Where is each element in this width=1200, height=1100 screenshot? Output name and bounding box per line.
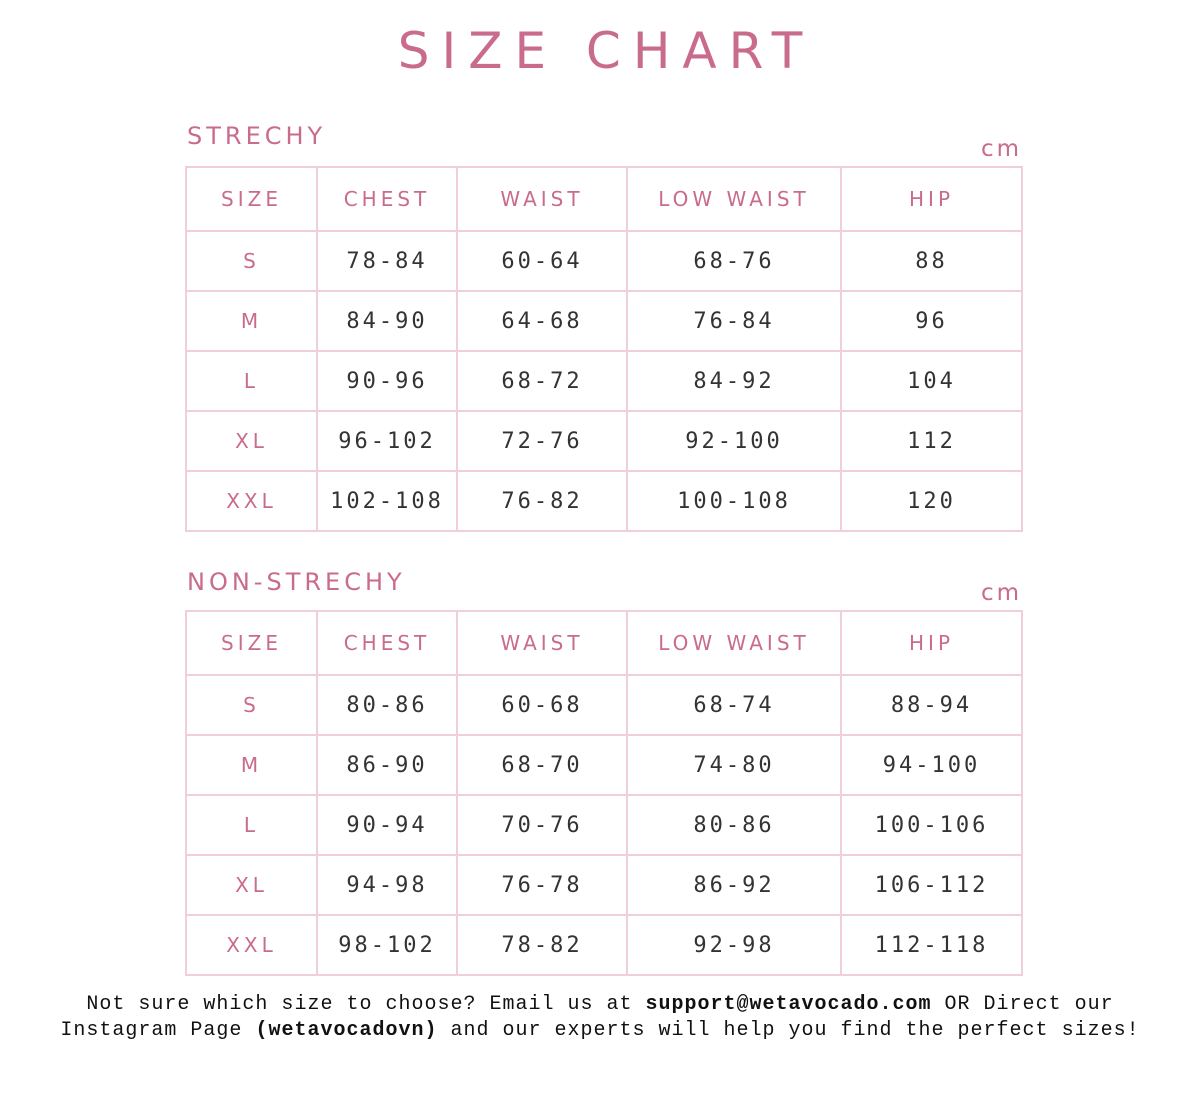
table-row	[186, 471, 1022, 531]
chest-cell: 80-86	[317, 675, 457, 735]
waist-cell: 76-82	[457, 471, 627, 531]
table-row	[186, 411, 1022, 471]
size-cell: XL	[186, 855, 317, 915]
support-email-link[interactable]: support@wetavocado.com	[645, 993, 932, 1016]
table-row	[186, 735, 1022, 795]
column-header-waist: WAIST	[457, 167, 627, 231]
waist-cell: 60-68	[457, 675, 627, 735]
column-header-hip: HIP	[841, 611, 1022, 675]
low-waist-cell: 68-76	[627, 231, 841, 291]
section-label-strechy: STRECHY	[187, 122, 327, 150]
table-header-row	[186, 167, 1022, 231]
chest-cell: 102-108	[317, 471, 457, 531]
low-waist-cell: 86-92	[627, 855, 841, 915]
waist-cell: 78-82	[457, 915, 627, 975]
waist-cell: 70-76	[457, 795, 627, 855]
chest-cell: 78-84	[317, 231, 457, 291]
table-row	[186, 855, 1022, 915]
size-cell: L	[186, 351, 317, 411]
hip-cell: 94-100	[841, 735, 1022, 795]
column-header-hip: HIP	[841, 167, 1022, 231]
hip-cell: 104	[841, 351, 1022, 411]
size-cell: M	[186, 291, 317, 351]
chest-cell: 90-94	[317, 795, 457, 855]
low-waist-cell: 92-98	[627, 915, 841, 975]
table-row	[186, 351, 1022, 411]
table-row	[186, 915, 1022, 975]
low-waist-cell: 84-92	[627, 351, 841, 411]
hip-cell: 100-106	[841, 795, 1022, 855]
low-waist-cell: 92-100	[627, 411, 841, 471]
low-waist-cell: 80-86	[627, 795, 841, 855]
chest-cell: 84-90	[317, 291, 457, 351]
waist-cell: 76-78	[457, 855, 627, 915]
size-cell: XXL	[186, 915, 317, 975]
table-row	[186, 231, 1022, 291]
column-header-low-waist: LOW WAIST	[627, 611, 841, 675]
size-cell: S	[186, 231, 317, 291]
hip-cell: 88-94	[841, 675, 1022, 735]
footer-text-part2: OR Direct our Instagram Page	[60, 993, 1114, 1042]
hip-cell: 88	[841, 231, 1022, 291]
column-header-chest: CHEST	[317, 611, 457, 675]
hip-cell: 96	[841, 291, 1022, 351]
waist-cell: 72-76	[457, 411, 627, 471]
chest-cell: 90-96	[317, 351, 457, 411]
footer-help-text	[40, 992, 1160, 1044]
size-cell: M	[186, 735, 317, 795]
column-header-size: SIZE	[186, 611, 317, 675]
size-table-non-strechy	[185, 610, 1023, 976]
low-waist-cell: 68-74	[627, 675, 841, 735]
unit-label-strechy: cm	[980, 136, 1022, 162]
waist-cell: 68-70	[457, 735, 627, 795]
size-cell: XXL	[186, 471, 317, 531]
page-title: SIZE CHART	[397, 22, 815, 80]
waist-cell: 60-64	[457, 231, 627, 291]
instagram-handle-link[interactable]: (wetavocadovn)	[255, 1019, 438, 1042]
table-row	[186, 675, 1022, 735]
table-row	[186, 291, 1022, 351]
column-header-waist: WAIST	[457, 611, 627, 675]
size-table-strechy	[185, 166, 1023, 532]
hip-cell: 112	[841, 411, 1022, 471]
footer-text-part1: Not sure which size to choose? Email us at	[86, 993, 646, 1016]
table-row	[186, 795, 1022, 855]
waist-cell: 68-72	[457, 351, 627, 411]
table-header-row	[186, 611, 1022, 675]
size-cell: S	[186, 675, 317, 735]
column-header-low-waist: LOW WAIST	[627, 167, 841, 231]
footer-text-part3: and our experts will help you find the perfect sizes!	[437, 1019, 1140, 1042]
chest-cell: 86-90	[317, 735, 457, 795]
chest-cell: 98-102	[317, 915, 457, 975]
low-waist-cell: 100-108	[627, 471, 841, 531]
section-label-non-strechy: NON-STRECHY	[187, 568, 406, 596]
size-cell: XL	[186, 411, 317, 471]
column-header-chest: CHEST	[317, 167, 457, 231]
column-header-size: SIZE	[186, 167, 317, 231]
low-waist-cell: 74-80	[627, 735, 841, 795]
waist-cell: 64-68	[457, 291, 627, 351]
low-waist-cell: 76-84	[627, 291, 841, 351]
size-cell: L	[186, 795, 317, 855]
chest-cell: 96-102	[317, 411, 457, 471]
hip-cell: 112-118	[841, 915, 1022, 975]
hip-cell: 106-112	[841, 855, 1022, 915]
chest-cell: 94-98	[317, 855, 457, 915]
unit-label-non-strechy: cm	[980, 580, 1022, 606]
hip-cell: 120	[841, 471, 1022, 531]
